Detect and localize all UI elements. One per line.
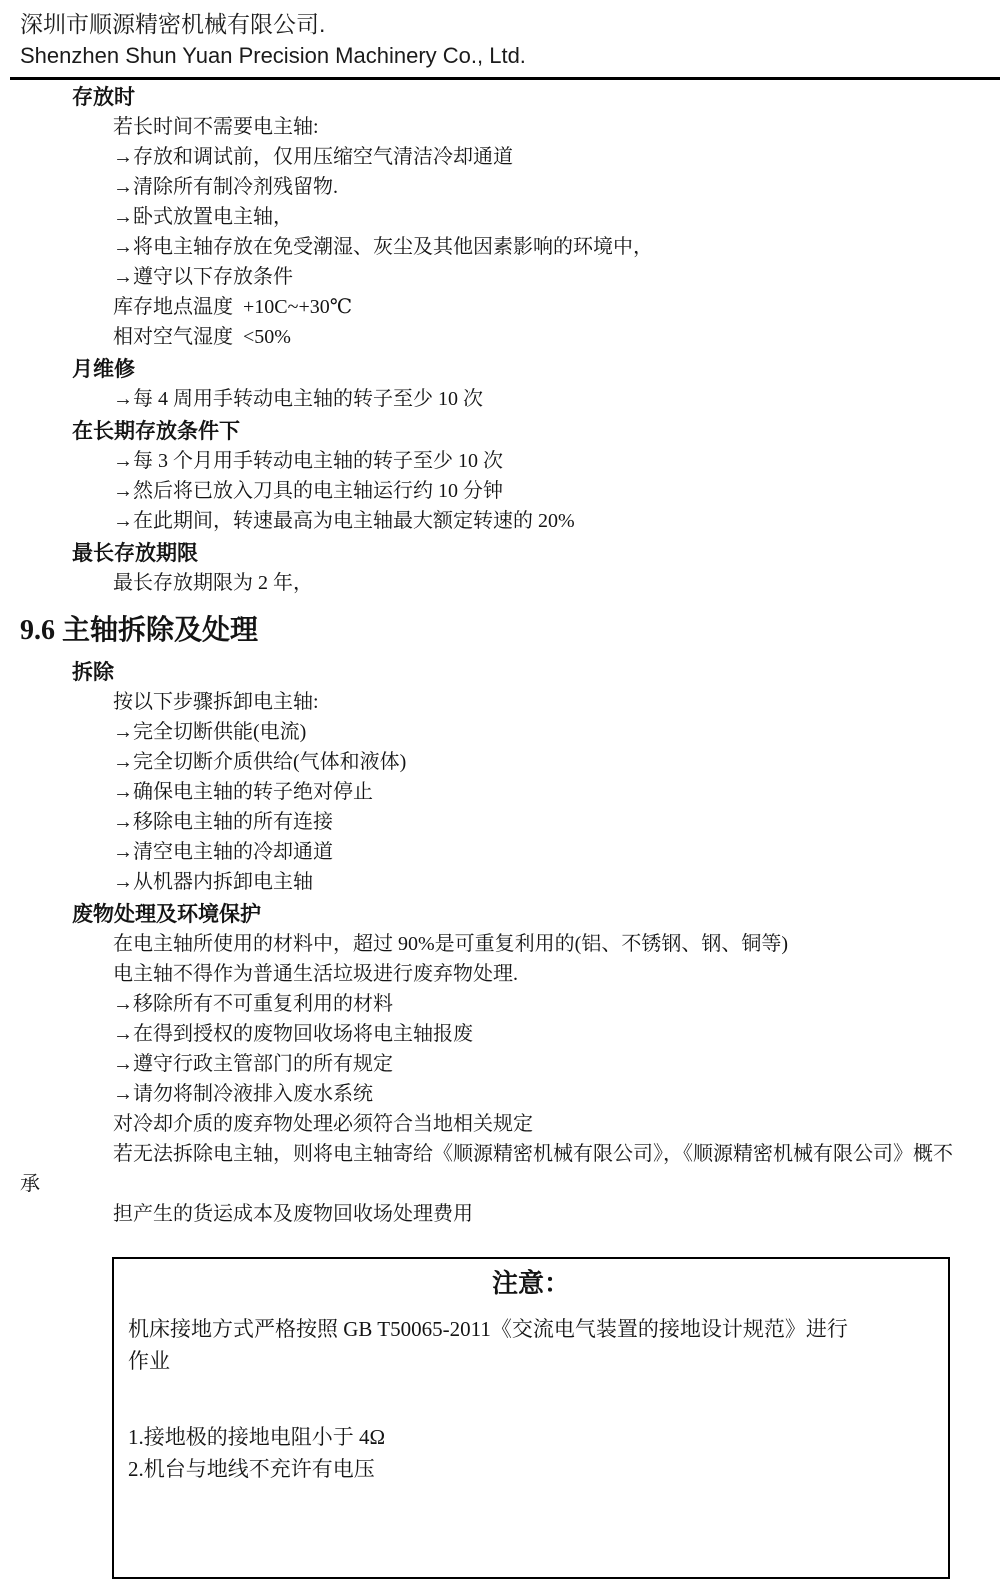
removal-item: →确保电主轴的转子绝对停止 xyxy=(113,781,373,803)
notice-rule: 2.机台与地线不充许有电压 xyxy=(128,1457,375,1481)
disposal-item: →遵守行政主管部门的所有规定 xyxy=(113,1053,393,1075)
disposal-lead: 在电主轴所使用的材料中，超过 90%是可重复利用的(铝、不锈钢、钢、铜等) xyxy=(113,933,788,955)
monthly-maintenance-item: →每 4 周用手转动电主轴的转子至少 10 次 xyxy=(113,388,483,410)
removal-heading: 拆除 xyxy=(72,660,114,684)
disposal-item: →移除所有不可重复利用的材料 xyxy=(113,993,393,1015)
storage-condition-humidity: 相对空气湿度 <50% xyxy=(113,326,291,348)
storage-item: →存放和调试前，仅用压缩空气清洁冷却通道 xyxy=(113,146,513,168)
removal-item: →移除电主轴的所有连接 xyxy=(113,811,333,833)
disposal-note: 若无法拆除电主轴，则将电主轴寄给《顺源精密机械有限公司》，《顺源精密机械有限公司》概不 xyxy=(113,1143,953,1165)
disposal-continuation: 担产生的货运成本及废物回收场处理费用 xyxy=(113,1203,473,1225)
storage-item: →清除所有制冷剂残留物. xyxy=(113,176,338,198)
header-rule xyxy=(10,77,1000,80)
notice-rule: 1.接地极的接地电阻小于 4Ω xyxy=(128,1425,386,1449)
removal-intro: 按以下步骤拆卸电主轴: xyxy=(113,691,319,713)
max-storage-item: 最长存放期限为 2 年， xyxy=(113,572,313,594)
notice-box xyxy=(112,1257,950,1579)
disposal-heading: 废物处理及环境保护 xyxy=(72,902,261,926)
storage-heading: 存放时 xyxy=(72,85,135,109)
notice-body-line: 机床接地方式严格按照 GB T50065-2011《交流电气装置的接地设计规范》进行 xyxy=(128,1317,848,1341)
storage-condition-temperature: 库存地点温度 +10C~+30℃ xyxy=(113,296,353,318)
storage-item: →卧式放置电主轴， xyxy=(113,206,293,228)
company-name-zh: 深圳市顺源精密机械有限公司. xyxy=(20,11,326,37)
disposal-item: →请勿将制冷液排入废水系统 xyxy=(113,1083,373,1105)
removal-item: →完全切断介质供给(气体和液体) xyxy=(113,751,407,773)
removal-item: →从机器内拆卸电主轴 xyxy=(113,871,313,893)
storage-item: →将电主轴存放在免受潮湿、灰尘及其他因素影响的环境中， xyxy=(113,236,653,258)
longterm-storage-heading: 在长期存放条件下 xyxy=(72,419,240,443)
notice-body-line: 作业 xyxy=(128,1349,170,1373)
monthly-maintenance-heading: 月维修 xyxy=(72,357,135,381)
section-title: 9.6 主轴拆除及处理 xyxy=(20,615,259,646)
removal-item: →完全切断供能(电流) xyxy=(113,721,307,743)
disposal-note: 对冷却介质的废弃物处理必须符合当地相关规定 xyxy=(113,1113,533,1135)
storage-intro: 若长时间不需要电主轴: xyxy=(113,116,319,138)
disposal-overflow-char: 承 xyxy=(20,1173,40,1195)
max-storage-heading: 最长存放期限 xyxy=(72,541,198,565)
disposal-lead: 电主轴不得作为普通生活垃圾进行废弃物处理. xyxy=(113,963,518,985)
disposal-item: →在得到授权的废物回收场将电主轴报废 xyxy=(113,1023,473,1045)
longterm-storage-item: →每 3 个月用手转动电主轴的转子至少 10 次 xyxy=(113,450,503,472)
notice-title: 注意： xyxy=(491,1269,570,1298)
company-name-en: Shenzhen Shun Yuan Precision Machinery Co., Ltd. xyxy=(20,43,526,68)
longterm-storage-item: →然后将已放入刀具的电主轴运行约 10 分钟 xyxy=(113,480,503,502)
storage-item: →遵守以下存放条件 xyxy=(113,266,293,288)
removal-item: →清空电主轴的冷却通道 xyxy=(113,841,333,863)
longterm-storage-item: →在此期间，转速最高为电主轴最大额定转速的 20% xyxy=(113,510,575,532)
